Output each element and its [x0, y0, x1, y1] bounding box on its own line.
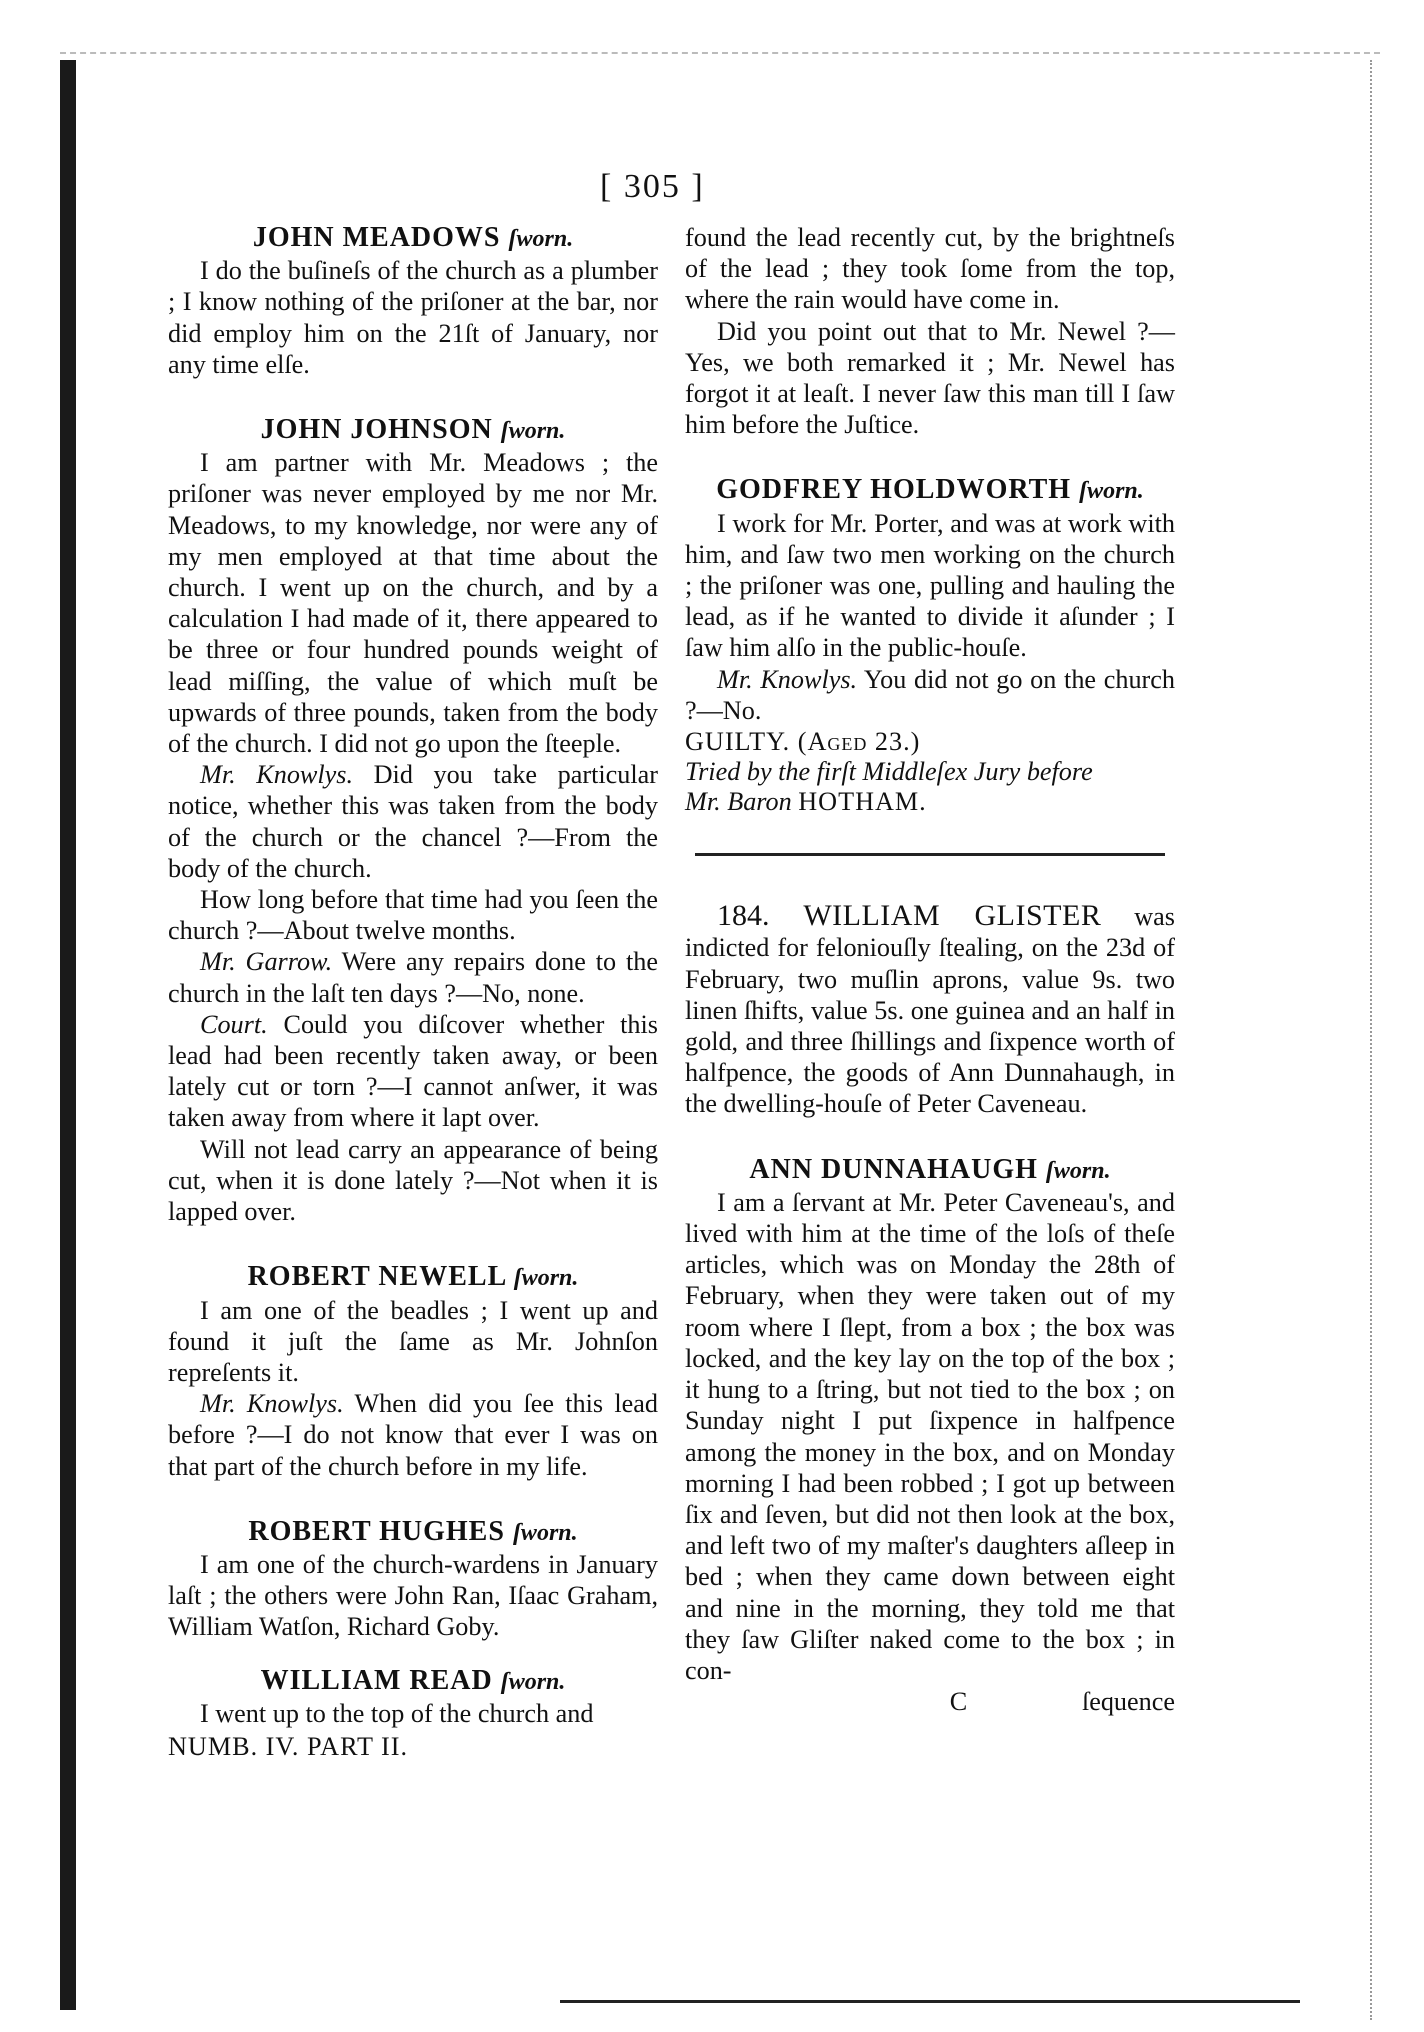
- bottom-rule: [560, 2000, 1300, 2003]
- right-column: [685, 222, 1175, 1717]
- testimony-paragraph: found the lead recently cut, by the brightneſs of the lead ; they took ſome from the top, where the rain would have come in.: [685, 223, 1175, 315]
- testimony-paragraph: I am one of the beadles ; I went up and found it juſt the ſame as Mr. Johnſon repreſents it.: [168, 1295, 658, 1387]
- witness-heading: JOHN MEADOWS ſworn.: [252, 222, 574, 253]
- witness-heading: JOHN JOHNSON ſworn.: [260, 414, 566, 446]
- trial-note: Tried by the firſt Middleſex Jury before Mr. Baron HOTHAM.: [685, 757, 1093, 817]
- right-scan-edge: [1370, 60, 1372, 2020]
- testimony-paragraph: Court. Could you diſcover whether this lead had been recently taken away, or been lately cut or torn ?—I cannot anſwer, it was taken away from where it lapt over.: [168, 1009, 658, 1133]
- verdict: GUILTY. (Aged 23.): [685, 727, 921, 757]
- witness-heading: ROBERT NEWELL ſworn.: [247, 1261, 579, 1293]
- testimony-paragraph: I am a ſervant at Mr. Peter Caveneau's, and lived with him at the time of the loſs of theſe articles, which was on Monday the 28th of February, when they were taken out of my room where I ſlept, from a box ; the box was locked, and the key lay on the top of the box ; it hung to a ſtring, but not tied to the box ; on Sunday night I put ſixpence in halfpence among the money in the box, and on Monday morning I had been robbed ; I got up between ſix and ſeven, but did not then look at the box, and left two of my maſter's daughters aſleep in bed ; when they came down between eight and nine in the morning, they told me that they ſaw Gliſter naked come to the box ; in con-: [685, 1187, 1175, 1685]
- testimony-paragraph: I am partner with Mr. Meadows ; the priſoner was never employed by me nor Mr. Meadows, to my knowledge, nor were any of my men employed at that time about the church. I went up on the church, and by a calculation I had made of it, there appeared to be three or four hundred pounds weight of lead miſſing, the value of which muſt be upwards of three pounds, taken from the body of the church. I did not go upon the ſteeple.: [168, 448, 658, 759]
- testimony-paragraph: Mr. Knowlys. When did you ſee this lead before ?—I do not know that ever I was on that part of the church before in my life.: [168, 1389, 658, 1481]
- section-divider: [695, 853, 1165, 856]
- page-number: [ 305 ]: [600, 168, 705, 205]
- page-foot: [685, 1686, 1175, 1717]
- signature-mark: C: [949, 1687, 968, 1717]
- testimony-paragraph: Mr. Garrow. Were any repairs done to the church in the laſt ten days ?—No, none.: [168, 947, 658, 1008]
- testimony-paragraph: Will not lead carry an appearance of being cut, when it is done lately ?—Not when it is lapped over.: [168, 1134, 658, 1227]
- testimony-paragraph: Mr. Knowlys. You did not go on the church ?—No.: [685, 664, 1175, 725]
- witness-heading: WILLIAM READ ſworn.: [260, 1664, 566, 1696]
- indictment-paragraph: 184. WILLIAM GLISTER was indicted for feloniouſly ſtealing, on the 23d of February, two muſlin aprons, value 9s. two linen ſhifts, value 5s. one guinea and an half in gold, and three ſhillings and ſixpence worth of halfpence, the goods of Ann Dunnahaugh, in the dwelling-houſe of Peter Caveneau.: [685, 899, 1175, 1119]
- testimony-paragraph: I do the buſineſs of the church as a plumber ; I know nothing of the priſoner at the bar, nor did employ him on the 21ſt of January, nor any time elſe.: [168, 256, 658, 379]
- testimony-paragraph: Mr. Knowlys. Did you take particular notice, whether this was taken from the body of the church or the chancel ?—From the body of the church.: [168, 760, 658, 883]
- testimony-paragraph: Did you point out that to Mr. Newel ?—Yes, we both remarked it ; Mr. Newel has forgot it at leaſt. I never ſaw this man till I ſaw him before the Juſtice.: [685, 316, 1175, 440]
- top-scan-edge: [60, 52, 1380, 54]
- catchword: ſequence: [1081, 1687, 1175, 1717]
- witness-heading: ANN DUNNAHAUGH ſworn.: [749, 1153, 1111, 1185]
- testimony-paragraph: I am one of the church-wardens in January laſt ; the others were John Ran, Iſaac Graham, William Watſon, Richard Goby.: [168, 1549, 658, 1642]
- witness-heading: GODFREY HOLDWORTH ſworn.: [716, 474, 1144, 506]
- issue-footer: NUMB. IV. PART II.: [168, 1731, 409, 1761]
- testimony-paragraph: How long before that time had you ſeen the church ?—About twelve months.: [168, 885, 658, 946]
- testimony-paragraph: I work for Mr. Porter, and was at work with him, and ſaw two men working on the church ; the priſoner was one, pulling and hauling the lead, as if he wanted to divide it aſunder ; I ſaw him alſo in the public-houſe.: [685, 508, 1175, 663]
- testimony-paragraph: I went up to the top of the church and: [200, 1698, 594, 1728]
- binding-shadow: [60, 60, 76, 2010]
- left-column: [168, 222, 658, 1762]
- witness-heading: ROBERT HUGHES ſworn.: [248, 1515, 578, 1547]
